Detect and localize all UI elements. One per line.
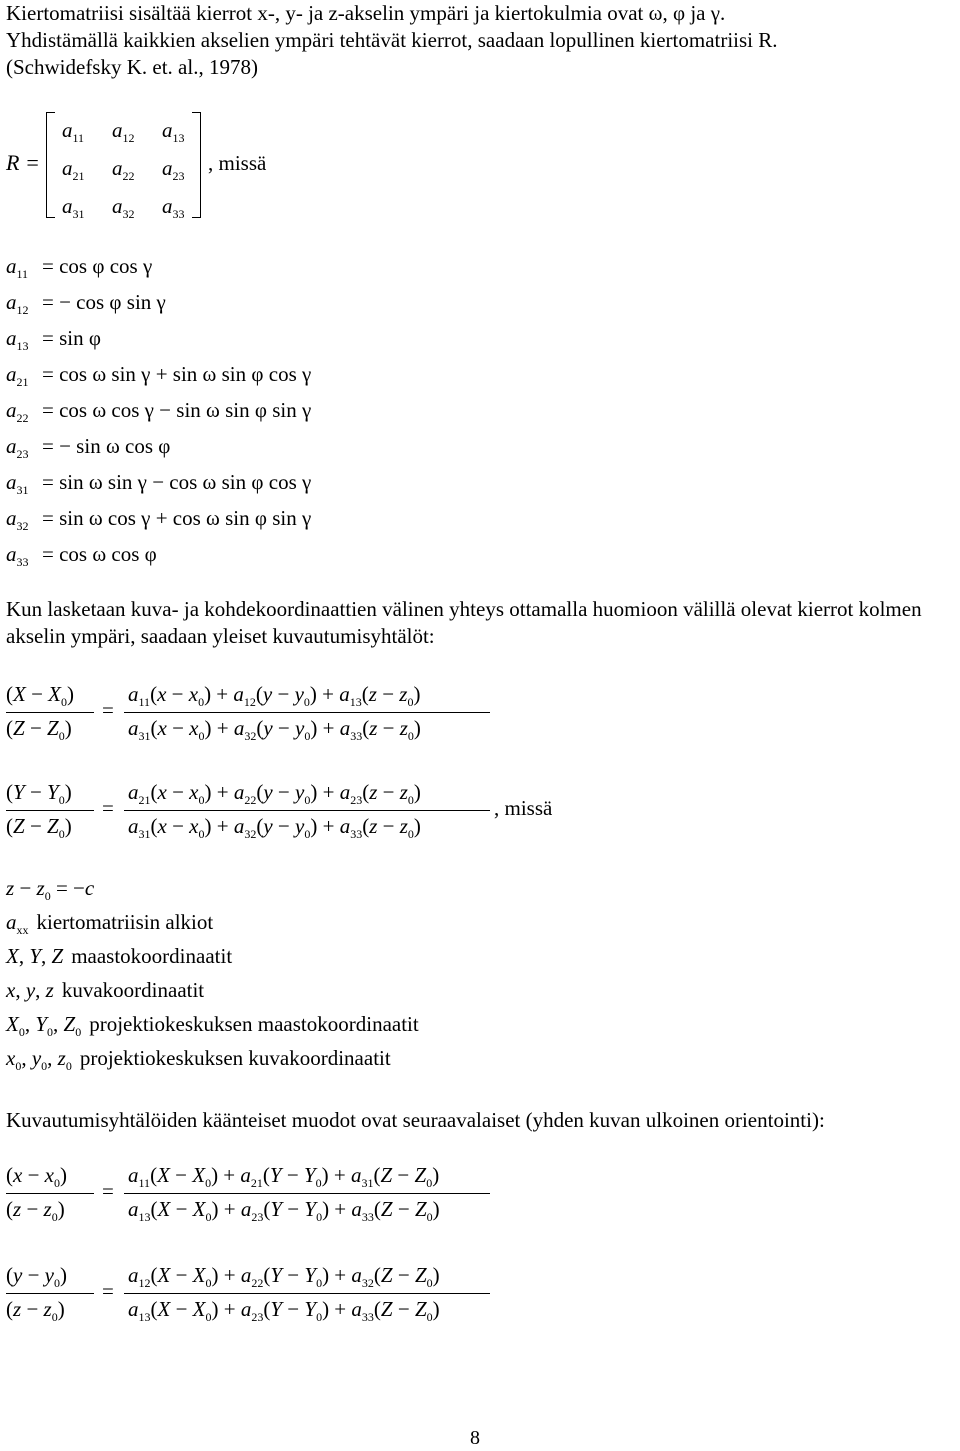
definition-text: kiertomatriisin alkiot: [36, 910, 214, 934]
matrix-lhs: R =: [6, 150, 40, 175]
collinearity-rhs-fraction-line-1: [124, 810, 490, 811]
collinearity-lhs-numerator-0: $(X - X_0)$: [6, 682, 74, 709]
matrix-cell-a32: $a_{32}$: [112, 194, 135, 221]
inverse-rhs-fraction-line-0: [124, 1193, 490, 1194]
definition-row: [6, 944, 232, 969]
element-name-a22: $a_{22}$: [6, 398, 29, 425]
inverse-rhs-numerator-0: $a_{11}(X - X_0) + a_{21}(Y - Y_0) + a_{31}(Z - Z_0)$: [128, 1163, 440, 1190]
inverse-rhs-fraction-line-1: [124, 1293, 490, 1294]
collinearity-suffix-1: , missä: [494, 796, 553, 820]
element-name-a23: $a_{23}$: [6, 434, 29, 461]
definition-text: kuvakoordinaatit: [61, 978, 205, 1002]
matrix-cell-a23: $a_{23}$: [162, 156, 185, 183]
page-number: 8: [470, 1427, 480, 1449]
inverse-lhs-fraction-line-0: [6, 1193, 94, 1194]
definition-symbol: X, Y, Z: [6, 944, 64, 968]
matrix-cell-a11: $a_{11}$: [62, 118, 85, 145]
matrix-right-bracket: [192, 112, 201, 218]
matrix-suffix: , missä: [208, 151, 267, 175]
definition-text: maastokoordinaatit: [71, 944, 233, 968]
matrix-cell-a31: $a_{31}$: [62, 194, 85, 221]
paragraph-inverse-intro: Kuvautumisyhtälöiden käänteiset muodot ovat seuraavalaiset (yhden kuvan ulkoinen orientointi):: [6, 1108, 825, 1132]
definition-symbol: $X_0$, $Y_0$, $Z_0$: [6, 1012, 82, 1039]
definition-row: [6, 876, 94, 901]
definition-symbol: x, y, z: [6, 978, 54, 1002]
matrix-cell-a33: $a_{33}$: [162, 194, 185, 221]
inverse-lhs-denominator-1: $(z - z_0)$: [6, 1297, 65, 1324]
element-expr-a31: = sin ω sin γ − cos ω sin φ cos γ: [42, 470, 312, 494]
definition-text: projektiokeskuksen kuvakoordinaatit: [79, 1046, 391, 1070]
definition-symbol: $x_0$, $y_0$, $z_0$: [6, 1046, 72, 1073]
matrix-left-bracket: [46, 112, 55, 218]
matrix-cell-a13: $a_{13}$: [162, 118, 185, 145]
collinearity-rhs-numerator-0: $a_{11}(x - x_0) + a_{12}(y - y_0) + a_{13}(z - z_0)$: [128, 682, 421, 709]
element-expr-a32: = sin ω cos γ + cos ω sin φ sin γ: [42, 506, 312, 530]
collinearity-rhs-denominator-0: $a_{31}(x - x_0) + a_{32}(y - y_0) + a_{33}(z - z_0)$: [128, 716, 421, 743]
inverse-lhs-denominator-0: $(z - z_0)$: [6, 1197, 65, 1224]
element-name-a12: $a_{12}$: [6, 290, 29, 317]
paragraph-collinearity-intro: Kun lasketaan kuva- ja kohdekoordinaattien välinen yhteys ottamalla huomioon välillä olevat kierrot kolmen akselin ympäri, saadaan yleiset kuvautumisyhtälöt:: [6, 597, 922, 648]
definition-symbol: $z - z_0 = -c$: [6, 876, 95, 903]
definition-row: [6, 978, 204, 1003]
intro-line-2: Yhdistämällä kaikkien akselien ympäri tehtävät kierrot, saadaan lopullinen kiertomatriisi R.: [6, 28, 778, 52]
element-expr-a33: = cos ω cos φ: [42, 542, 157, 566]
intro-line-1: Kiertomatriisi sisältää kierrot x-, y- ja z-akselin ympäri ja kiertokulmia ovat ω, φ ja γ.: [6, 1, 726, 25]
collinearity-equals-0: =: [102, 698, 114, 722]
intro-paragraph: [6, 0, 954, 81]
inverse-equals-1: =: [102, 1279, 114, 1303]
matrix-cell-a12: $a_{12}$: [112, 118, 135, 145]
collinearity-equals-1: =: [102, 796, 114, 820]
inverse-rhs-denominator-1: $a_{13}(X - X_0) + a_{23}(Y - Y_0) + a_{33}(Z - Z_0)$: [128, 1297, 440, 1324]
element-expr-a22: = cos ω cos γ − sin ω sin φ sin γ: [42, 398, 312, 422]
intro-line-3: (Schwidefsky K. et. al., 1978): [6, 55, 258, 79]
collinearity-lhs-fraction-line-0: [6, 712, 94, 713]
collinearity-lhs-denominator-1: $(Z - Z_0)$: [6, 814, 72, 841]
inverse-lhs-numerator-0: $(x - x_0)$: [6, 1163, 67, 1190]
element-name-a11: $a_{11}$: [6, 254, 29, 281]
inverse-equals-0: =: [102, 1179, 114, 1203]
element-name-a31: $a_{31}$: [6, 470, 29, 497]
collinearity-rhs-fraction-line-0: [124, 712, 490, 713]
definition-text: projektiokeskuksen maastokoordinaatit: [89, 1012, 419, 1036]
collinearity-rhs-denominator-1: $a_{31}(x - x_0) + a_{32}(y - y_0) + a_{33}(z - z_0)$: [128, 814, 421, 841]
element-name-a13: $a_{13}$: [6, 326, 29, 353]
definition-row: [6, 910, 213, 935]
collinearity-lhs-denominator-0: $(Z - Z_0)$: [6, 716, 72, 743]
definition-symbol: $a_{xx}$: [6, 910, 29, 937]
element-expr-a21: = cos ω sin γ + sin ω sin φ cos γ: [42, 362, 312, 386]
collinearity-lhs-fraction-line-1: [6, 810, 94, 811]
collinearity-lhs-numerator-1: $(Y - Y_0)$: [6, 780, 72, 807]
collinearity-rhs-numerator-1: $a_{21}(x - x_0) + a_{22}(y - y_0) + a_{23}(z - z_0)$: [128, 780, 421, 807]
matrix-cell-a22: $a_{22}$: [112, 156, 135, 183]
definition-row: [6, 1046, 391, 1071]
matrix-cell-a21: $a_{21}$: [62, 156, 85, 183]
inverse-rhs-numerator-1: $a_{12}(X - X_0) + a_{22}(Y - Y_0) + a_{32}(Z - Z_0)$: [128, 1263, 440, 1290]
inverse-lhs-fraction-line-1: [6, 1293, 94, 1294]
element-expr-a13: = sin φ: [42, 326, 101, 350]
element-expr-a12: = − cos φ sin γ: [42, 290, 166, 314]
definition-row: [6, 1012, 419, 1037]
element-name-a33: $a_{33}$: [6, 542, 29, 569]
inverse-lhs-numerator-1: $(y - y_0)$: [6, 1263, 67, 1290]
element-name-a32: $a_{32}$: [6, 506, 29, 533]
element-expr-a23: = − sin ω cos φ: [42, 434, 171, 458]
element-expr-a11: = cos φ cos γ: [42, 254, 153, 278]
element-name-a21: $a_{21}$: [6, 362, 29, 389]
inverse-rhs-denominator-0: $a_{13}(X - X_0) + a_{23}(Y - Y_0) + a_{33}(Z - Z_0)$: [128, 1197, 440, 1224]
